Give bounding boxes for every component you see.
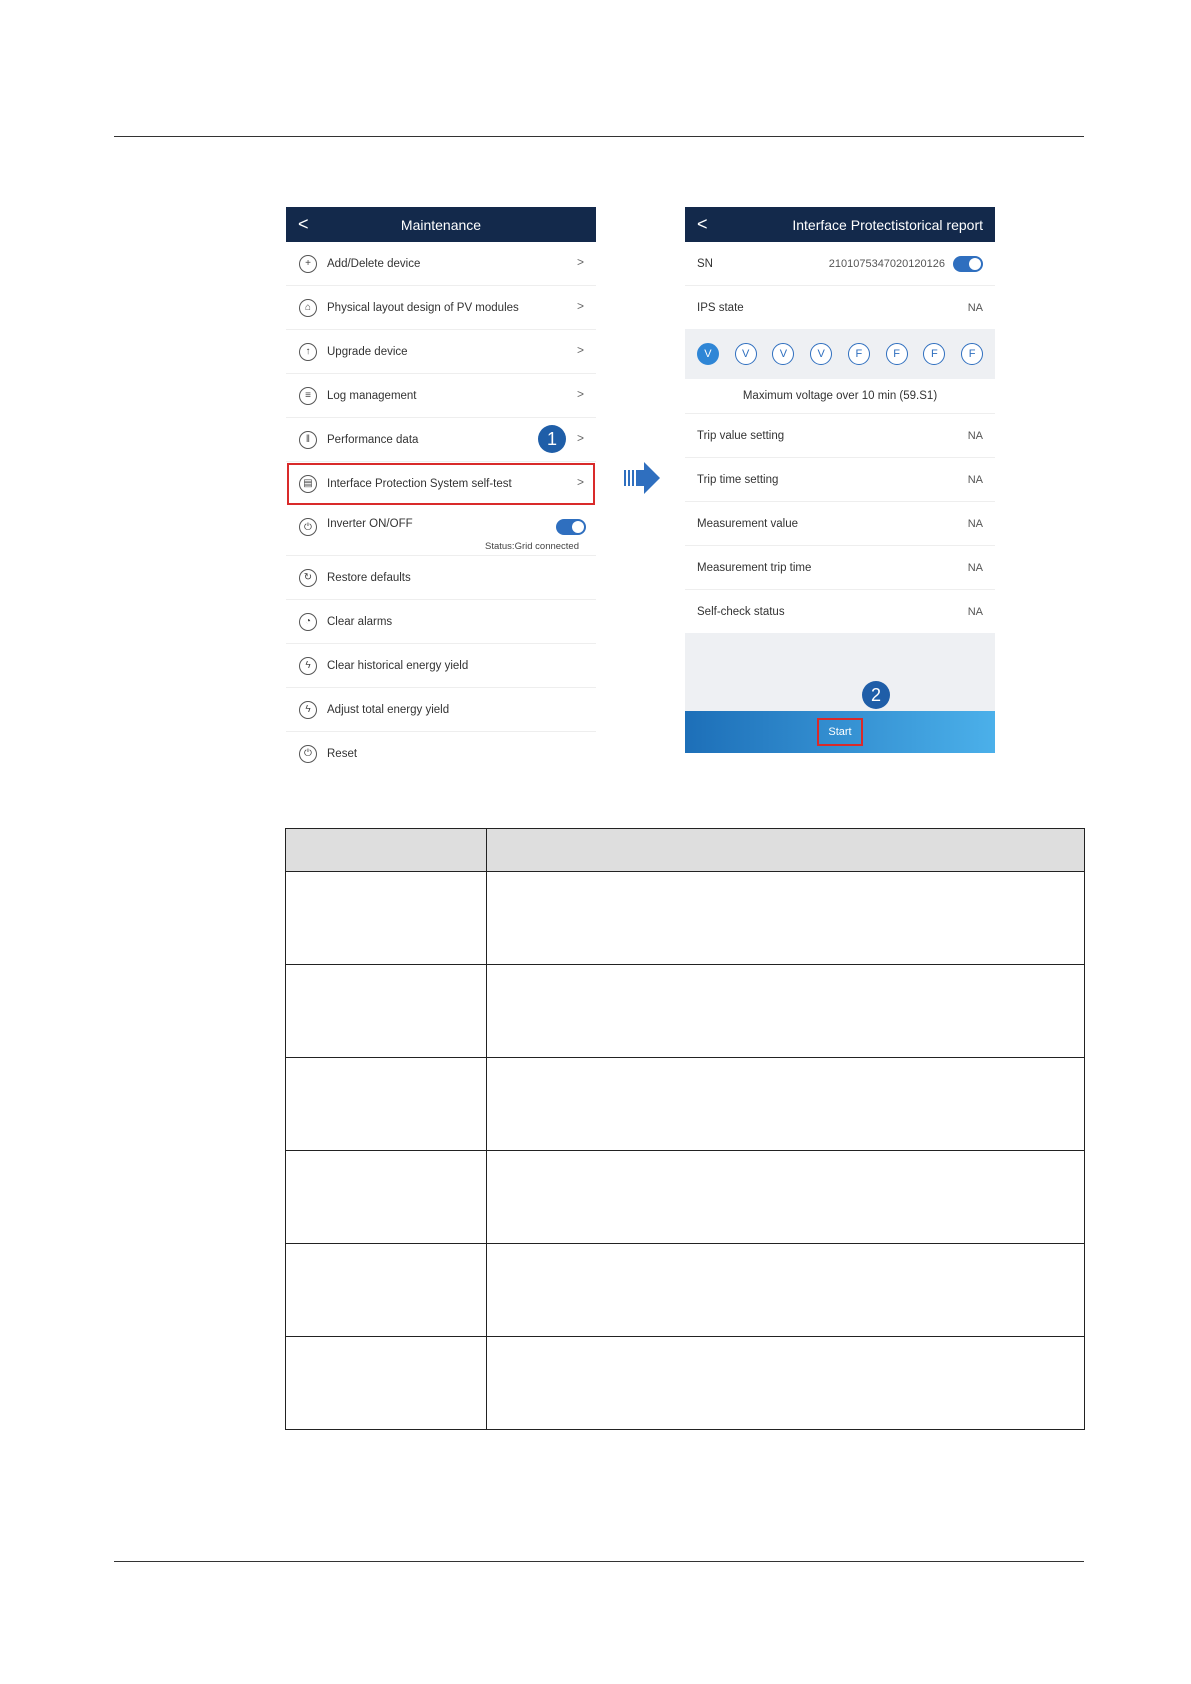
- power-icon: ⏻: [299, 518, 317, 536]
- table-cell: [487, 965, 1085, 1058]
- alarm-icon: ◔: [299, 613, 317, 631]
- menu-item-label: Inverter ON/OFF: [327, 518, 413, 530]
- restore-icon: ↻: [299, 569, 317, 587]
- ips-report-screen: [685, 207, 995, 755]
- trip-time-row: [685, 458, 995, 502]
- maintenance-title: Maintenance: [400, 216, 482, 233]
- row-label: Trip time setting: [697, 473, 779, 486]
- ips-title: Interface Protectistorical report: [792, 216, 983, 233]
- menu-item-label: Performance data: [327, 433, 419, 446]
- back-arrow-icon[interactable]: <: [697, 214, 708, 234]
- table-cell: [286, 1151, 487, 1244]
- row-value: NA: [967, 473, 983, 486]
- ips-state-row: [685, 286, 995, 329]
- row-label: Measurement trip time: [697, 561, 812, 574]
- protection-tabs: [685, 329, 995, 379]
- header-rule: [114, 136, 1084, 137]
- row-value: NA: [967, 605, 983, 618]
- menu-item-performance-data[interactable]: [286, 418, 596, 462]
- menu-item-inverter-on-off: [286, 506, 596, 556]
- blank-area: [685, 633, 995, 711]
- menu-item-add-delete-device[interactable]: [286, 242, 596, 286]
- performance-icon: ‖: [299, 431, 317, 449]
- row-value: NA: [967, 561, 983, 574]
- table-cell: [286, 1337, 487, 1430]
- self-check-status-row: [685, 590, 995, 633]
- table-row: [286, 872, 1085, 965]
- adjust-energy-icon: ϟ: [299, 701, 317, 719]
- row-label: Measurement value: [697, 517, 798, 530]
- ips-state-label: IPS state: [697, 301, 744, 314]
- menu-item-adjust-total-energy[interactable]: [286, 688, 596, 732]
- back-arrow-icon[interactable]: <: [298, 214, 309, 234]
- row-label: Self-check status: [697, 605, 785, 618]
- table-cell: [286, 1244, 487, 1337]
- tab-f1[interactable]: F: [848, 343, 870, 365]
- table-cell: [487, 1244, 1085, 1337]
- row-value: NA: [967, 517, 983, 530]
- maintenance-titlebar: [286, 207, 596, 242]
- start-bar: [685, 711, 995, 753]
- menu-item-label: Upgrade device: [327, 345, 408, 358]
- table-row: [286, 1337, 1085, 1430]
- menu-item-label: Log management: [327, 389, 417, 402]
- table-cell: [286, 1058, 487, 1151]
- tab-v1[interactable]: V: [697, 343, 719, 365]
- menu-item-label: Add/Delete device: [327, 257, 421, 270]
- upgrade-icon: ↑: [299, 343, 317, 361]
- menu-item-label: Reset: [327, 747, 358, 760]
- menu-item-label: Clear historical energy yield: [327, 659, 469, 672]
- table-cell: [286, 872, 487, 965]
- description-table: [285, 828, 1085, 1430]
- tab-f3[interactable]: F: [923, 343, 945, 365]
- trip-value-row: [685, 414, 995, 458]
- tab-f2[interactable]: F: [886, 343, 908, 365]
- inverter-status: Status:Grid connected: [485, 541, 579, 552]
- table-header-cell: [286, 829, 487, 872]
- energy-icon: ϟ: [299, 657, 317, 675]
- menu-item-restore-defaults[interactable]: [286, 556, 596, 600]
- chevron-right-icon: >: [576, 475, 584, 489]
- menu-item-clear-alarms[interactable]: [286, 600, 596, 644]
- table-row: [286, 1244, 1085, 1337]
- sn-label: SN: [697, 257, 713, 270]
- sn-toggle[interactable]: [953, 256, 983, 272]
- next-step-arrow-icon: [624, 462, 660, 494]
- table-cell: [487, 1337, 1085, 1430]
- reset-icon: ⏻: [299, 745, 317, 763]
- table-cell: [487, 1058, 1085, 1151]
- chevron-right-icon: >: [576, 387, 584, 401]
- maintenance-screen: [286, 207, 596, 760]
- self-test-icon: ▤: [299, 475, 317, 493]
- table-header-row: [286, 829, 1085, 872]
- ips-state-value: NA: [967, 301, 983, 314]
- table-row: [286, 965, 1085, 1058]
- table-cell: [487, 1151, 1085, 1244]
- tab-v4[interactable]: V: [810, 343, 832, 365]
- measurement-value-row: [685, 502, 995, 546]
- tab-v2[interactable]: V: [735, 343, 757, 365]
- sn-row: [685, 242, 995, 286]
- selected-tab-title: Maximum voltage over 10 min (59.S1): [685, 379, 995, 414]
- menu-item-log-management[interactable]: [286, 374, 596, 418]
- table-cell: [286, 965, 487, 1058]
- menu-item-upgrade-device[interactable]: [286, 330, 596, 374]
- layout-icon: ⌂: [299, 299, 317, 317]
- chevron-right-icon: >: [576, 343, 584, 357]
- menu-item-label: Physical layout design of PV modules: [327, 301, 519, 314]
- menu-item-reset[interactable]: [286, 732, 596, 775]
- menu-item-ips-self-test[interactable]: [286, 462, 596, 506]
- inverter-toggle[interactable]: [556, 519, 586, 535]
- menu-item-physical-layout[interactable]: [286, 286, 596, 330]
- chevron-right-icon: >: [576, 299, 584, 313]
- step-2-badge: 2: [862, 681, 890, 709]
- menu-item-clear-historical-energy[interactable]: [286, 644, 596, 688]
- step-1-badge: 1: [538, 425, 566, 453]
- tab-v3[interactable]: V: [772, 343, 794, 365]
- chevron-right-icon: >: [576, 431, 584, 445]
- menu-item-label: Restore defaults: [327, 571, 411, 584]
- menu-item-label: Interface Protection System self-test: [327, 477, 512, 490]
- plus-icon: +: [299, 255, 317, 273]
- log-icon: ≡: [299, 387, 317, 405]
- sn-value: 2101075347020120126: [828, 257, 945, 270]
- row-label: Trip value setting: [697, 429, 785, 442]
- tab-f4[interactable]: F: [961, 343, 983, 365]
- chevron-right-icon: >: [576, 255, 584, 269]
- measurement-trip-time-row: [685, 546, 995, 590]
- table-row: [286, 1058, 1085, 1151]
- footer-rule: [114, 1561, 1084, 1562]
- table-row: [286, 1151, 1085, 1244]
- ips-titlebar: [685, 207, 995, 242]
- table-cell: [487, 872, 1085, 965]
- start-button[interactable]: Start: [817, 718, 862, 746]
- table-header-cell: [487, 829, 1085, 872]
- menu-item-label: Adjust total energy yield: [327, 703, 450, 716]
- menu-item-label: Clear alarms: [327, 615, 393, 628]
- row-value: NA: [967, 429, 983, 442]
